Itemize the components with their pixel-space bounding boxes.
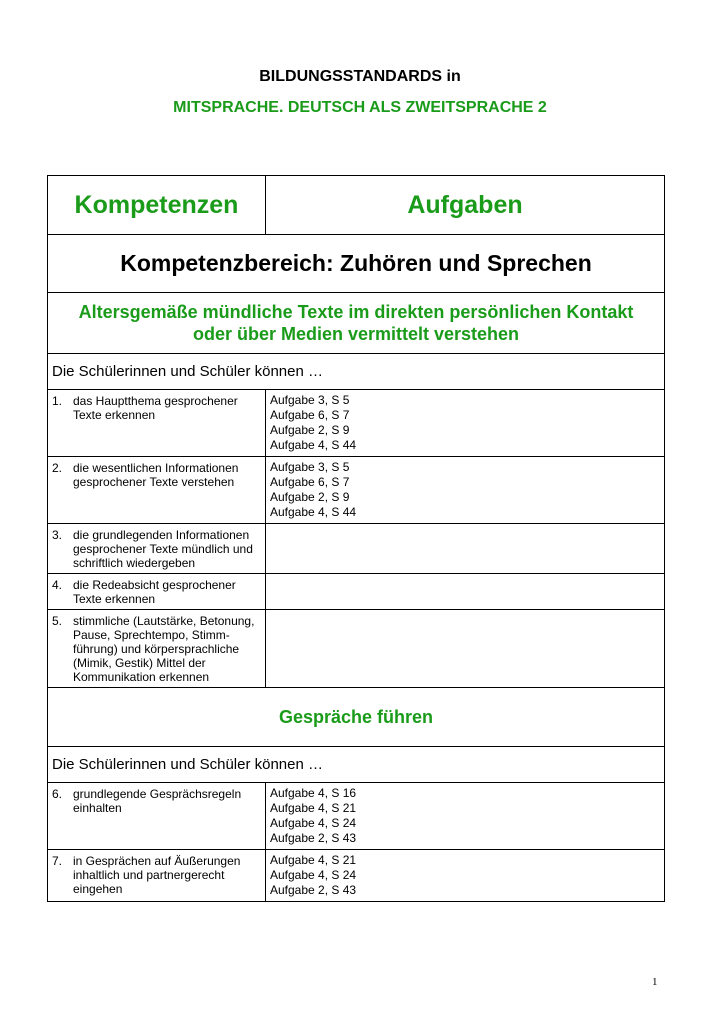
task-reference: Aufgabe 3, S 5	[270, 393, 350, 407]
column-header-aufgaben: Aufgaben	[266, 176, 665, 235]
section2-items	[48, 783, 665, 902]
column-header-kompetenzen: Kompetenzen	[48, 176, 266, 235]
competency-cell	[48, 524, 266, 574]
table-row	[48, 850, 665, 902]
task-reference: Aufgabe 2, S 43	[270, 883, 357, 897]
item-text-line: grundlegende Gesprächsregeln	[73, 787, 242, 801]
table-row	[48, 524, 665, 574]
item-text-line: schriftlich wiedergeben	[73, 556, 196, 570]
item-text	[73, 461, 261, 489]
task-reference: Aufgabe 4, S 21	[270, 801, 357, 815]
item-text	[73, 528, 261, 570]
table-row	[48, 457, 665, 524]
item-text-line: führung) und körpersprachliche	[73, 642, 240, 656]
task-cell	[266, 524, 665, 574]
item-number: 2.	[52, 461, 63, 475]
task-cell	[266, 783, 665, 850]
task-cell	[266, 457, 665, 524]
item-text-line: stimmliche (Lautstärke, Betonung,	[73, 614, 255, 628]
section-intro: Die Schülerinnen und Schüler können …	[48, 747, 665, 783]
item-text-line: die grundlegenden Informationen	[73, 528, 250, 542]
section-heading-line-2: oder über Medien vermittelt verstehen	[192, 324, 520, 344]
item-number: 3.	[52, 528, 63, 542]
task-reference: Aufgabe 4, S 24	[270, 868, 357, 882]
item-text	[73, 787, 261, 815]
task-reference: Aufgabe 6, S 7	[270, 408, 350, 422]
task-reference: Aufgabe 6, S 7	[270, 475, 350, 489]
item-number: 7.	[52, 854, 63, 868]
task-cell	[266, 574, 665, 610]
table-row	[48, 783, 665, 850]
competency-cell	[48, 457, 266, 524]
competency-cell	[48, 390, 266, 457]
competency-cell	[48, 574, 266, 610]
task-reference: Aufgabe 4, S 44	[270, 438, 357, 452]
task-cell	[266, 390, 665, 457]
item-text-line: Kommunikation erkennen	[73, 670, 210, 684]
document-subtitle: MITSPRACHE. DEUTSCH ALS ZWEITSPRACHE 2	[173, 99, 547, 116]
section1-items	[48, 390, 665, 688]
item-text-line: gesprochener Texte verstehen	[73, 475, 235, 489]
task-cell	[266, 850, 665, 902]
section-heading-line-1: Altersgemäße mündliche Texte im direkten persönlichen Kontakt	[78, 302, 634, 322]
item-text	[73, 854, 261, 896]
item-text-line: (Mimik, Gestik) Mittel der	[73, 656, 206, 670]
task-reference: Aufgabe 4, S 44	[270, 505, 357, 519]
item-number: 4.	[52, 578, 63, 592]
task-reference: Aufgabe 3, S 5	[270, 460, 350, 474]
competency-cell	[48, 850, 266, 902]
section-heading-verstehen	[48, 293, 665, 354]
item-text-line: inhaltlich und partnergerecht	[73, 868, 225, 882]
task-reference: Aufgabe 2, S 9	[270, 423, 350, 437]
competency-cell	[48, 610, 266, 688]
page-number: 1	[652, 976, 658, 988]
task-reference: Aufgabe 2, S 9	[270, 490, 350, 504]
item-number: 5.	[52, 614, 63, 628]
item-text	[73, 614, 261, 684]
item-text-line: die wesentlichen Informationen	[73, 461, 239, 475]
task-reference: Aufgabe 4, S 21	[270, 853, 357, 867]
item-text-line: eingehen	[73, 882, 123, 896]
item-text-line: Texte erkennen	[73, 408, 156, 422]
task-reference: Aufgabe 2, S 43	[270, 831, 357, 845]
task-reference: Aufgabe 4, S 24	[270, 816, 357, 830]
column-header-row	[48, 176, 665, 235]
table-row	[48, 610, 665, 688]
document-title: BILDUNGSSTANDARDS in	[259, 68, 461, 85]
table-row	[48, 390, 665, 457]
section-heading-gespraeche: Gespräche führen	[48, 688, 665, 747]
kompetenzbereich-heading: Kompetenzbereich: Zuhören und Sprechen	[48, 235, 665, 293]
item-number: 1.	[52, 394, 63, 408]
item-text	[73, 394, 261, 422]
item-text-line: gesprochener Texte mündlich und	[73, 542, 253, 556]
item-text-line: die Redeabsicht gesprochener	[73, 578, 236, 592]
item-text-line: in Gesprächen auf Äußerungen	[73, 854, 241, 868]
task-cell	[266, 610, 665, 688]
item-text	[73, 578, 261, 606]
task-reference: Aufgabe 4, S 16	[270, 786, 357, 800]
competency-table	[47, 175, 665, 902]
item-text-line: Pause, Sprechtempo, Stimm-	[73, 628, 230, 642]
item-text-line: Texte erkennen	[73, 592, 156, 606]
competency-cell	[48, 783, 266, 850]
item-text-line: das Hauptthema gesprochener	[73, 394, 238, 408]
section-intro: Die Schülerinnen und Schüler können …	[48, 354, 665, 390]
table-row	[48, 574, 665, 610]
item-number: 6.	[52, 787, 63, 801]
item-text-line: einhalten	[73, 801, 122, 815]
